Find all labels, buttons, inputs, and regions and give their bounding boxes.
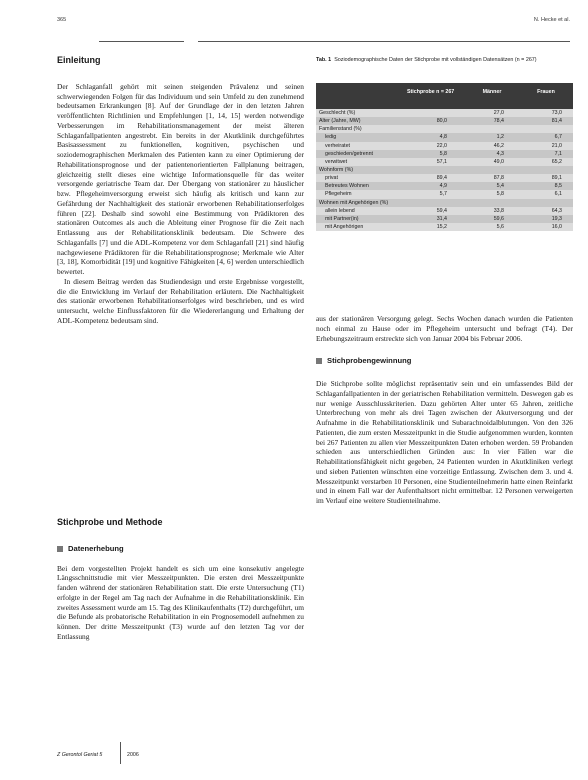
- table-row: [316, 133, 573, 141]
- row-label: Geschlecht (%): [319, 110, 356, 116]
- table-row: [316, 190, 573, 198]
- table-header: [316, 83, 573, 109]
- row-value: 89,4: [436, 175, 447, 182]
- row-value: 21,0: [551, 142, 562, 149]
- footer-divider: [120, 742, 121, 764]
- einleitung-heading: Einleitung: [57, 55, 101, 65]
- row-value: 16,0: [551, 223, 562, 230]
- table-row: [316, 174, 573, 182]
- row-value: 19,3: [551, 215, 562, 222]
- table-caption-text: Soziodemographische Daten der Stichprobe mit vollständigen Datensätzen (n = 267): [334, 57, 537, 63]
- row-label: allein lebend: [325, 207, 355, 214]
- row-value: 89,1: [551, 175, 562, 182]
- table-row: [316, 125, 573, 133]
- row-label: Alter (Jahre, MW): [319, 118, 361, 125]
- row-value: 15,2: [436, 223, 447, 230]
- footer-journal: Z Gerontol Geriat 5: [57, 752, 103, 758]
- stichprobe-heading: [316, 356, 573, 366]
- row-label: Wohnen mit Angehörigen (%): [319, 199, 389, 206]
- table-row: [316, 117, 573, 125]
- row-value: 4,9: [439, 183, 447, 190]
- row-value: 80,0: [436, 118, 447, 125]
- row-value: 5,8: [439, 150, 447, 157]
- methode-heading: Stichprobe und Methode: [57, 517, 163, 527]
- einleitung-paragraph-2: In diesem Beitrag werden das Studiendesign und erste Ergebnisse vorgestellt, die die Entwicklung im Verlauf der Rehabilitation erläutern. Die Nachhaltigkeit des stationär erworbenen Rehabilitationserfolges wird beschrieben, und es wird untersucht, welche Einflussfaktoren für die Wiedererlangung und Erhaltung der ADL-Kompetenz bedeutsam sind.: [57, 276, 304, 325]
- row-value: 59,6: [493, 215, 504, 222]
- row-label: privat: [325, 175, 338, 182]
- row-label: verheiratet: [325, 142, 351, 149]
- column-header-men: Männer: [482, 89, 502, 95]
- row-value: 4,8: [439, 134, 447, 141]
- sociodemographic-table: [316, 83, 573, 231]
- section-square-icon: [57, 546, 63, 552]
- table-row: [316, 182, 573, 190]
- row-value: 64,3: [551, 207, 562, 214]
- continuation-paragraph: aus der stationären Versorgung gelegt. Sechs Wochen danach wurden die Patienten noch einmal zu Hause oder im Pflegeheim untersucht und befragt (T4). Der Erhebungszeitraum erstreckte sich von Januar 2004 bis Februar 2006.: [316, 314, 573, 343]
- row-label: ledig: [325, 134, 337, 141]
- row-value: 5,7: [439, 191, 447, 198]
- right-column: [316, 314, 573, 506]
- row-value: 31,4: [436, 215, 447, 222]
- table-body: [316, 109, 573, 231]
- table-row: [316, 199, 573, 207]
- left-column: [57, 56, 304, 326]
- table-row: [316, 215, 573, 223]
- table-row: [316, 223, 573, 231]
- row-value: 22,0: [436, 142, 447, 149]
- row-value: 1,2: [496, 134, 504, 141]
- row-value: 33,8: [493, 207, 504, 214]
- table-row: [316, 150, 573, 158]
- row-value: 27,0: [493, 110, 504, 116]
- stichprobe-label: Stichprobengewinnung: [327, 356, 412, 366]
- row-value: 5,4: [496, 183, 504, 190]
- row-value: 7,1: [554, 150, 562, 157]
- row-value: 78,4: [493, 118, 504, 125]
- row-value: 6,7: [554, 134, 562, 141]
- stichprobe-paragraph: Die Stichprobe sollte möglichst repräsentativ sein und ein umfassendes Bild der Schlaganfallpatienten in der geriatrischen Rehabilitation vermitteln. Deswegen gab es nur wenige Ausschlusskriterien. Dazu gehörten Alter unter 65 Jahren, zeitliche Unterbrechung von mehr als drei Tagen zwischen der Akutversorgung und der Aufnahme in die Rehabilitationsklinik und Subarachnoidalblutungen. Von den 326 Patienten, die zum ersten Messzeitpunkt in die Studie aufgenommen wurden, konnten bei 267 Patienten zu allen vier Messzeitpunkten Daten erhoben werden. 59 Probanden schieden aus unterschiedlichen Gründen aus: In vier Fällen war die Rehabilitationsfähigkeit nicht gegeben, 24 Patienten wurden in Akutkliniken verlegt und sieben Patienten wünschten eine vorzeitige Entlassung. Zwischen dem 3. und 4. Messzeitpunkt verstarben 10 Personen, eine Studienteilnehmerin hatte einen Reinfarkt und in einem Fall war der Aufenthaltsort nicht ermittelbar. 12 Personen verweigerten im Verlauf eine weitere Studienteilnahme.: [316, 379, 573, 505]
- row-value: 5,8: [496, 191, 504, 198]
- section-square-icon: [316, 358, 322, 364]
- page-number: 365: [57, 17, 67, 23]
- row-label: mit Angehörigen: [325, 223, 364, 230]
- datenerhebung-paragraph: Bei dem vorgestellten Projekt handelt es sich um eine konsekutiv angelegte Längsschnittstudie mit vier Messzeitpunkten. Die ersten drei Messzeitpunkte fanden während der stationären Rehabilitation statt. Die erste Untersuchung (T1) erfolgte in der Regel am Tag nach der Aufnahme in die Rehabilitationsklinik. Ein zweites Assessment wurde am 15. Tag des Klinikaufenthalts (T2) durchgeführt, um die Befunde als probatorische Rehabilitation in ein Prognosemodell aufnehmen zu können. Der dritte Messzeitpunkt (T3) wurde auf den letzten Tag vor der Entlassung: [57, 563, 304, 641]
- row-value: 73,0: [551, 110, 562, 116]
- method-section: [57, 518, 304, 642]
- row-value: 65,2: [551, 158, 562, 165]
- row-label: Betreutes Wohnen: [325, 183, 369, 190]
- table-row: [316, 142, 573, 150]
- datenerhebung-heading: [57, 544, 304, 554]
- row-value: 5,6: [496, 223, 504, 230]
- column-header-sample: Stichprobe n = 267: [407, 89, 455, 95]
- row-label: Pflegeheim: [325, 191, 352, 198]
- row-value: 4,3: [496, 150, 504, 157]
- row-value: 81,4: [551, 118, 562, 125]
- row-value: 57,1: [436, 158, 447, 165]
- table-row: [316, 166, 573, 174]
- row-label: Wohnform (%): [319, 166, 354, 173]
- row-label: verwitwet: [325, 158, 348, 165]
- table-caption: [316, 57, 571, 64]
- table-row: [316, 109, 573, 117]
- column-header-women: Frauen: [537, 89, 555, 95]
- row-label: Familienstand (%): [319, 126, 362, 133]
- running-author: N. Hecke et al.: [533, 17, 570, 23]
- table-caption-label: Tab. 1: [316, 57, 332, 63]
- datenerhebung-label: Datenerhebung: [68, 543, 124, 553]
- row-value: 6,1: [554, 191, 562, 198]
- row-value: 87,8: [493, 175, 504, 182]
- row-value: 49,0: [493, 158, 504, 165]
- footer-year: 2006: [127, 752, 139, 758]
- einleitung-paragraph-1: Der Schlaganfall gehört mit seinen steigenden Prävalenz und seinen schwerwiegenden Folgen für das Individuum und sein Umfeld zu den zunehmend bedeutsamen Erkrankungen [8]. Auf der Grundlage der in den letzten Jahren veröffentlichten Richtlinien und Empfehlungen [1, 14, 15] werden notwendige Verbesserungen im Rehabilitationsmanagement der meist älteren Schlaganfallpatienten angestrebt. Ein bereits in der Akutklinik durchgeführtes Basisassessment zu funktionellen, kognitiven, psychischen und soziodemographischen Merkmalen des Patienten kann zu einer Optimierung der Rehabilitationsprognose und der patientenorientierten Fallplanung beitragen, gleichzeitig stellt dieses eine wichtige Informationsquelle für das weiter versorgende geriatrische Team dar. Der Übergang von stationärer zu häuslicher bzw. Pflegeheimversorgung erweist sich häufig als kritisch und kann zur Gefährdung der Nachhaltigkeit des stationär erworbenen Rehabilitationserfolges führen [22]. Deshalb sind sowohl eine Bestimmung von Prädiktoren des stationären Outcomes als auch die Ableitung einer Prognose für die Zeit nach Entlassung aus der Rehabilitationsklinik bedeutsam. Die Schwere des Schlaganfalls [7] und die ADL-Kompetenz vor dem Schlaganfall [21] sind häufig nachgewiesene Prädiktoren für die Rehabilitationsprognose; Merkmale wie Alter [3, 18], Komorbidität [19] und kognitive Fähigkeiten [4, 6] werden unterschiedlich bewertet.: [57, 81, 304, 276]
- row-value: 46,2: [493, 142, 504, 149]
- header-rule-short: [99, 41, 184, 42]
- table-row: [316, 207, 573, 215]
- row-value: 59,4: [436, 207, 447, 214]
- row-label: mit Partner(in): [325, 215, 359, 222]
- row-value: 8,5: [554, 183, 562, 190]
- row-label: geschieden/getrennt: [325, 150, 374, 157]
- table-row: [316, 158, 573, 166]
- header-rule-long: [198, 41, 570, 42]
